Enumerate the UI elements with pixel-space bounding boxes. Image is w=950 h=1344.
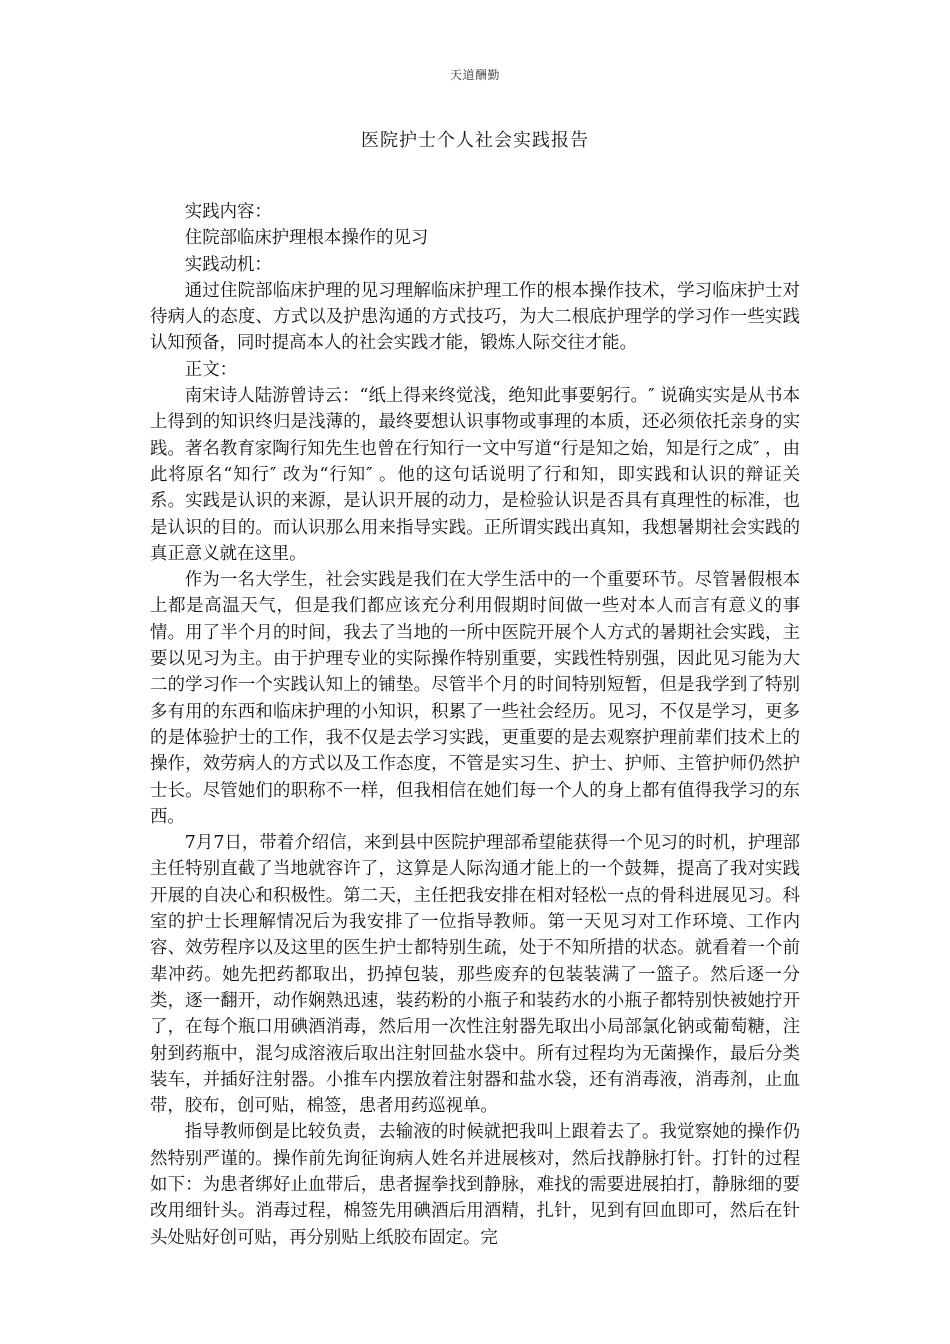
document-body [150, 199, 800, 1251]
page-header: 天道酬勤 [449, 68, 500, 82]
paragraph-section-label: 实践内容： [184, 202, 272, 222]
paragraph-body: 作为一名大学生，社会实践是我们在大学生活中的一个重要环节。尽管暑假根本上都是高温天气，但是我们都应该充分利用假期时间做一些对本人而言有意义的事情。用了半个月的时间，我去了当地的一所中医院开展个人方式的暑期社会实践，主要以见习为主。由于护理专业的实际操作特别重要，实践性特别强，因此见习能为大二的学习作一个实践认知上的铺垫。尽管半个月的时间特别短暂，但是我学到了特别多有用的东西和临床护理的小知识，积累了一些社会经历。见习，不仅是学习，更多的是体验护士的工作，我不仅是去学习实践，更重要的是去观察护理前辈们技术上的操作，效劳病人的方式以及工作态度，不管是实习生、护士、护师、主管护师仍然护士长。尽管她们的职称不一样，但我相信在她们每一个人的身上都有值得我学习的东西。 [150, 570, 800, 827]
paragraph-section-label: 实践动机： [184, 254, 272, 275]
paragraph-body: 南宋诗人陆游曾诗云：“纸上得来终觉浅，绝知此事要躬行。″ 说确实实是从书本上得到的知识终归是浅薄的，最终要想认识事物或事理的本质，还必须依托亲身的实践。著名教育家陶行知先生也曾在行知行一文中写道“行是知之始，知是行之成″ ，由此将原名“知行″ 改为“行知″ 。他的这句话说明了行和知，即实践和认识的辩证关系。实践是认识的来源，是认识开展的动力，是检验认识是否具有真理性的标准，也是认识的目的。而认识那么用来指导实践。正所谓实践出真知，我想暑期社会实践的真正意义就在这里。 [150, 386, 800, 564]
document-title: 医院护士个人社会实践报告 [361, 130, 589, 151]
paragraph-body: 指导教师倒是比较负责，去输液的时候就把我叫上跟着去了。我觉察她的操作仍然特别严谨的。操作前先询征询病人姓名并进展核对，然后找静脉打针。打针的过程如下：为患者绑好止血带后，患者握拳找到静脉，难找的需要进展拍打，静脉细的要改用细针头。消毒过程，棉签先用碘酒后用酒精，扎针，见到有回血即可，然后在针头处贴好创可贴，再分别贴上纸胶布固定。完 [150, 1122, 800, 1248]
paragraph-body: 7月7日，带着介绍信，来到县中医院护理部希望能获得一个见习的时机，护理部主任特别直截了当地就容许了，这算是人际沟通才能上的一个鼓舞，提高了我对实践开展的自决心和积极性。第二天，主任把我安排在相对轻松一点的骨科进展见习。科室的护士长理解情况后为我安排了一位指导教师。第一天见习对工作环境、工作内容、效劳程序以及这里的医生护士都特别生疏，处于不知所措的状态。就看着一个前辈冲药。她先把药都取出，扔掉包装，那些废弃的包装装满了一篮子。然后逐一分类，逐一翻开，动作娴熟迅速，装药粉的小瓶子和装药水的小瓶子都特别快被她拧开了，在每个瓶口用碘酒消毒，然后用一次性注射器先取出小局部氯化钠或葡萄糖，注射到药瓶中，混匀成溶液后取出注射回盐水袋中。所有过程均为无菌操作，最后分类装车，并插好注射器。小推车内摆放着注射器和盐水袋，还有消毒液，消毒剂，止血带，胶布，创可贴，棉签，患者用药巡视单。 [150, 833, 800, 1117]
paragraph-motivation: 通过住院部临床护理的见习理解临床护理工作的根本操作技术，学习临床护士对待病人的态度、方式以及护患沟通的方式技巧，为大二根底护理学的学习作一些实践认知预备，同时提高本人的社会实践才能，锻炼人际交往才能。 [150, 280, 800, 354]
paragraph-practice-content: 住院部临床护理根本操作的见习 [184, 228, 429, 249]
paragraph-section-label: 正文： [184, 359, 237, 380]
